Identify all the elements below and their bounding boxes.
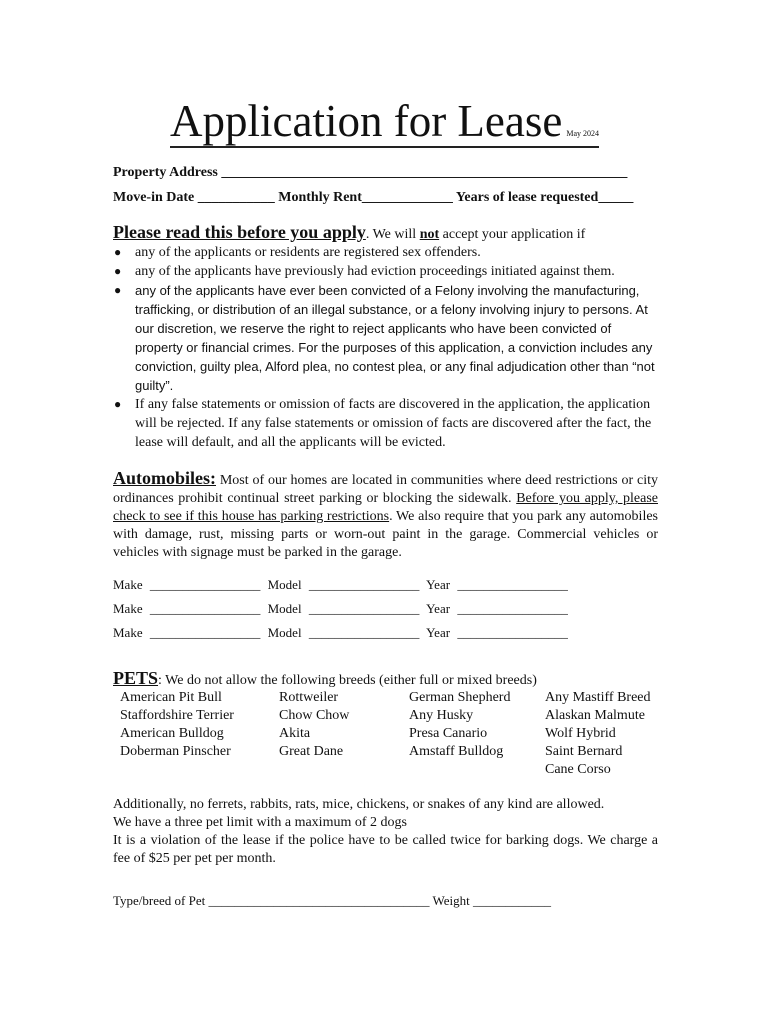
breed-item: Akita bbox=[279, 726, 311, 741]
list-item: ● any of the applicants have previously had eviction proceedings initiated against them. bbox=[114, 264, 615, 279]
title-block bbox=[170, 96, 599, 148]
year-field[interactable]: _________________ bbox=[457, 625, 568, 640]
automobiles-text-1: Most of our homes are located in communities where deed restrictions or city ordinances prohibit continual street parking or blocking the sidewalk. bbox=[113, 473, 658, 506]
year-label: Year bbox=[426, 577, 451, 592]
property-address-row bbox=[113, 164, 627, 182]
vehicle-row-1 bbox=[113, 577, 572, 593]
list-item: ● any of the applicants have ever been convicted of a Felony involving the manufacturing, trafficking, or distribution of an illegal substance, or a felony involving injury to persons. At our discretion, we reserve the right to reject applicants who have been convicted of property or financial crimes. For the purposes of this application, a conviction includes any conviction, guilty plea, Alford plea, no contest plea, or any final adjudication other than “not guilty”. bbox=[114, 283, 655, 393]
model-label: Model bbox=[267, 577, 302, 592]
breed-item: Presa Canario bbox=[409, 726, 488, 741]
automobiles-heading: Automobiles: bbox=[113, 468, 216, 488]
years-label: Years of lease requested bbox=[455, 190, 599, 205]
model-field[interactable]: _________________ bbox=[308, 601, 420, 616]
breed-item: Wolf Hybrid bbox=[545, 726, 616, 741]
breed-item: German Shepherd bbox=[409, 690, 511, 705]
breed-item: Any Husky bbox=[409, 708, 474, 723]
pets-heading: PETS bbox=[113, 668, 159, 688]
model-label: Model bbox=[267, 625, 302, 640]
breed-item: Chow Chow bbox=[279, 708, 350, 723]
breed-column bbox=[409, 689, 510, 761]
pet-type-field[interactable]: __________________________________ bbox=[208, 893, 430, 908]
bullet-icon: ● bbox=[114, 397, 122, 411]
pet-note-fee: It is a violation of the lease if the police have to be called twice for barking dogs. We charge a fee of $25 per pet per month. bbox=[113, 833, 658, 866]
pets-heading-row bbox=[113, 669, 537, 690]
pet-weight-field[interactable]: ____________ bbox=[472, 893, 551, 908]
years-field[interactable]: _____ bbox=[598, 190, 634, 205]
breed-column bbox=[545, 689, 651, 779]
make-label: Make bbox=[113, 625, 143, 640]
model-field[interactable]: _________________ bbox=[308, 577, 420, 592]
make-field[interactable]: _________________ bbox=[149, 601, 261, 616]
breed-column bbox=[279, 689, 349, 761]
bullet-icon: ● bbox=[114, 264, 122, 278]
notice-heading: Please read this before you apply bbox=[113, 222, 366, 242]
make-label: Make bbox=[113, 601, 143, 616]
property-address-field[interactable]: __________________________________________________________ bbox=[221, 165, 628, 180]
vehicle-row-3 bbox=[113, 625, 572, 641]
breed-item: Alaskan Malmute bbox=[545, 708, 645, 723]
vehicle-row-2 bbox=[113, 601, 572, 617]
breed-item: Cane Corso bbox=[545, 762, 611, 777]
lease-terms-row bbox=[113, 189, 633, 207]
year-label: Year bbox=[426, 625, 451, 640]
monthly-rent-field[interactable]: _____________ bbox=[361, 190, 453, 205]
breed-item: Doberman Pinscher bbox=[120, 744, 231, 759]
breed-column bbox=[120, 689, 234, 761]
page-title: Application for Lease bbox=[170, 96, 563, 146]
notice-intro-not: not bbox=[419, 227, 440, 242]
make-field[interactable]: _________________ bbox=[149, 625, 261, 640]
pet-note-prohibited-animals: Additionally, no ferrets, rabbits, rats, mice, chickens, or snakes of any kind are allowed. bbox=[113, 797, 605, 812]
pet-type-row bbox=[113, 892, 551, 910]
breed-item: American Bulldog bbox=[120, 726, 224, 741]
bullet-icon: ● bbox=[114, 245, 122, 259]
make-label: Make bbox=[113, 577, 143, 592]
notice-heading-row bbox=[113, 223, 585, 244]
move-in-label: Move-in Date bbox=[113, 190, 195, 205]
notice-intro-pre: . We will bbox=[365, 227, 420, 242]
automobiles-parking-note: Before you apply, please check to see if this house has parking restrictions bbox=[113, 491, 658, 524]
pet-note-limit: We have a three pet limit with a maximum of 2 dogs bbox=[113, 815, 407, 830]
list-item: ● any of the applicants or residents are registered sex offenders. bbox=[114, 245, 481, 260]
breed-item: Amstaff Bulldog bbox=[409, 744, 504, 759]
breed-item: Rottweiler bbox=[279, 690, 339, 705]
breed-item: American Pit Bull bbox=[120, 690, 222, 705]
title-date: May 2024 bbox=[566, 129, 600, 138]
breed-item: Any Mastiff Breed bbox=[545, 690, 651, 705]
rejection-criteria-list bbox=[113, 243, 658, 452]
monthly-rent-label: Monthly Rent bbox=[278, 190, 362, 205]
model-field[interactable]: _________________ bbox=[308, 625, 420, 640]
year-label: Year bbox=[426, 601, 451, 616]
automobiles-section bbox=[113, 469, 658, 562]
list-item: ● If any false statements or omission of facts are discovered in the application, the application will be rejected. If any false statements or omission of facts are discovered after the fact, the lease will default, and all the applicants will be evicted. bbox=[114, 397, 652, 450]
year-field[interactable]: _________________ bbox=[457, 601, 568, 616]
move-in-field[interactable]: ___________ bbox=[197, 190, 275, 205]
pets-intro: : We do not allow the following breeds (either full or mixed breeds) bbox=[158, 673, 537, 688]
automobiles-text-2: . We also require that you park any automobiles with damage, rust, missing parts or worn-out paint in the garage. Commercial vehicles or vehicles with signage must be parked in the garage. bbox=[113, 509, 658, 560]
model-label: Model bbox=[267, 601, 302, 616]
pet-type-label: Type/breed of Pet bbox=[113, 893, 206, 908]
breed-item: Staffordshire Terrier bbox=[120, 708, 234, 723]
property-address-label: Property Address bbox=[113, 165, 218, 180]
breed-item: Great Dane bbox=[279, 744, 344, 759]
bullet-icon: ● bbox=[114, 283, 122, 297]
make-field[interactable]: _________________ bbox=[149, 577, 261, 592]
pet-weight-label: Weight bbox=[432, 893, 470, 908]
notice-intro-post: accept your application if bbox=[439, 227, 586, 242]
breed-item: Saint Bernard bbox=[545, 744, 623, 759]
year-field[interactable]: _________________ bbox=[457, 577, 568, 592]
pet-notes bbox=[113, 796, 658, 868]
